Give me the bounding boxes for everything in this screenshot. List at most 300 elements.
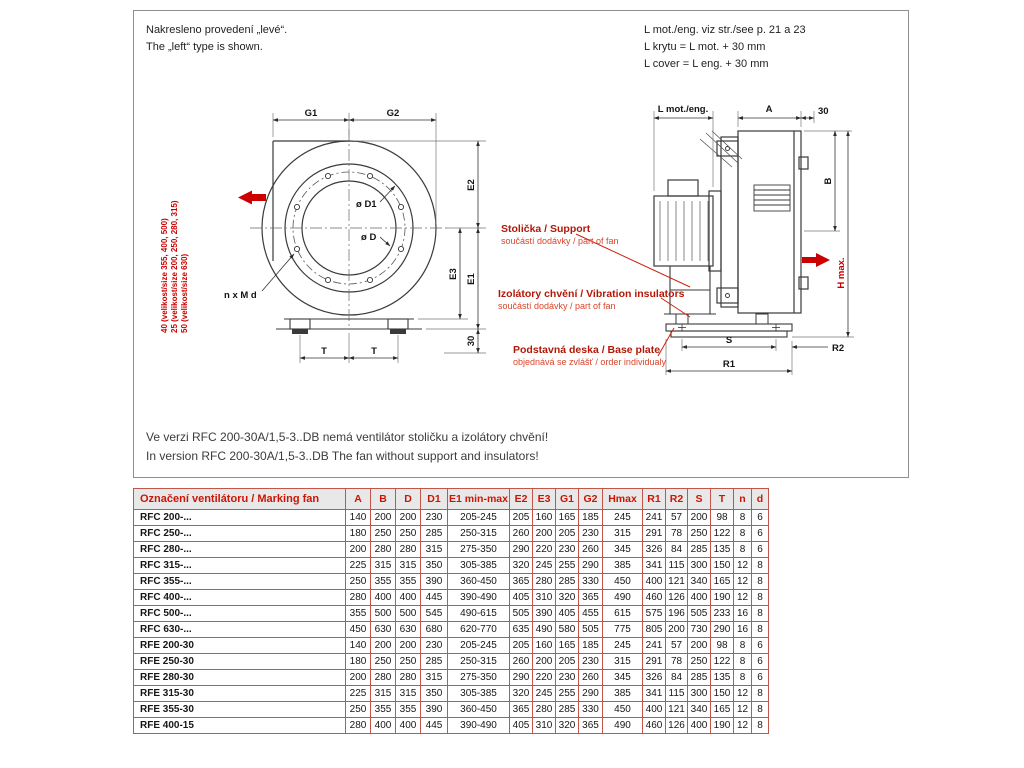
dimension-value-cell: 200 [533,654,556,670]
callout-insulators-title: Izolátory chvění / Vibration insulators [498,288,685,300]
dimension-value-cell: 6 [752,542,769,558]
callout-baseplate-sub: objednává se zvlášť / order individualy [513,357,666,367]
dimension-value-cell: 8 [734,654,752,670]
center-axis-lines [250,129,448,329]
callout-baseplate [513,344,666,367]
dimension-value-cell: 285 [556,702,579,718]
dimension-value-cell: 320 [556,590,579,606]
dimension-value-cell: 250-315 [448,526,510,542]
dimension-value-cell: 12 [734,702,752,718]
dimension-value-cell: 126 [666,718,688,734]
dimension-value-cell: 135 [711,542,734,558]
dimension-value-cell: 250 [396,654,421,670]
dimension-value-cell: 78 [666,526,688,542]
dimension-value-cell: 360-450 [448,702,510,718]
dim-label-30-right: 30 [818,106,829,117]
dimension-value-cell: 250 [346,574,371,590]
dimension-value-cell: 6 [752,638,769,654]
table-row [134,558,769,574]
dimension-value-cell: 315 [371,558,396,574]
table-row [134,638,769,654]
dimension-value-cell: 135 [711,670,734,686]
dimension-value-cell: 126 [666,590,688,606]
size-note-50: 50 (velikost/size 630) [180,253,189,333]
dimension-value-cell: 450 [346,622,371,638]
note-cover-length-en: L cover = L eng. + 30 mm [644,58,769,71]
dimension-value-cell: 150 [711,558,734,574]
column-header: T [711,489,734,510]
dimension-value-cell: 245 [533,686,556,702]
dimension-value-cell: 8 [752,606,769,622]
dimension-value-cell: 505 [510,606,533,622]
fan-model-cell: RFC 250-... [134,526,346,542]
dimension-value-cell: 250-315 [448,654,510,670]
fan-model-cell: RFC 355-... [134,574,346,590]
dimension-value-cell: 115 [666,686,688,702]
flange-bolt [726,294,730,298]
table-row [134,606,769,622]
dimension-value-cell: 8 [734,510,752,526]
dim-label-t1: T [321,346,327,357]
callout-insulators [498,288,685,311]
dimension-value-cell: 365 [510,702,533,718]
fan-model-cell: RFE 250-30 [134,654,346,670]
dimension-value-cell: 490 [603,718,643,734]
dimension-value-cell: 241 [643,638,666,654]
dimension-value-cell: 405 [510,718,533,734]
column-header: B [371,489,396,510]
column-header: D1 [421,489,448,510]
dimension-value-cell: 245 [603,638,643,654]
fan-dimension-table [133,488,769,734]
note-drawing-type-en: The „left“ type is shown. [146,41,263,54]
dimension-value-cell: 300 [688,686,711,702]
dimension-value-cell: 340 [688,702,711,718]
dimension-value-cell: 450 [603,574,643,590]
dimension-value-cell: 200 [688,510,711,526]
dimension-value-cell: 400 [371,590,396,606]
table-row [134,590,769,606]
fan-model-cell: RFC 500-... [134,606,346,622]
dimension-value-cell: 350 [421,558,448,574]
dimension-value-cell: 250 [396,526,421,542]
fan-model-cell: RFC 200-... [134,510,346,526]
column-header: R1 [643,489,666,510]
dimension-value-cell: 326 [643,670,666,686]
dimension-value-cell: 16 [734,606,752,622]
fan-model-cell: RFC 280-... [134,542,346,558]
fan-model-cell: RFE 200-30 [134,638,346,654]
dimension-value-cell: 255 [556,558,579,574]
dimension-value-cell: 620-770 [448,622,510,638]
version-note [146,428,548,466]
dimension-value-cell: 355 [396,574,421,590]
dimension-value-cell: 320 [510,686,533,702]
dimension-value-cell: 8 [734,526,752,542]
dimension-value-cell: 275-350 [448,542,510,558]
dimension-value-cell: 78 [666,654,688,670]
rotation-arrow-right-icon [802,253,830,267]
dimension-value-cell: 290 [711,622,734,638]
dimension-value-cell: 355 [346,606,371,622]
note-motor-length-ref: L mot./eng. viz str./see p. 21 a 23 [644,24,806,36]
dimension-value-cell: 545 [421,606,448,622]
dimension-value-cell: 230 [421,638,448,654]
fan-model-cell: RFC 630-... [134,622,346,638]
table-row [134,526,769,542]
dimension-value-cell: 57 [666,510,688,526]
dimension-value-cell: 122 [711,526,734,542]
column-header: d [752,489,769,510]
callout-baseplate-title: Podstavná deska / Base plate [513,344,661,356]
dimension-value-cell: 121 [666,574,688,590]
dimension-value-cell: 490-615 [448,606,510,622]
dimension-value-cell: 775 [603,622,643,638]
fan-model-cell: RFE 355-30 [134,702,346,718]
dimension-value-cell: 385 [603,686,643,702]
dimension-value-cell: 12 [734,558,752,574]
column-header: G1 [556,489,579,510]
dimension-value-cell: 205-245 [448,510,510,526]
dimension-value-cell: 341 [643,558,666,574]
dimension-value-cell: 230 [556,542,579,558]
dimension-value-cell: 8 [734,638,752,654]
size-note-40: 40 (velikost/size 355, 400, 500) [160,218,169,333]
dimension-value-cell: 730 [688,622,711,638]
dimension-value-cell: 355 [371,574,396,590]
dimension-value-cell: 6 [752,654,769,670]
cooling-grille [754,185,790,211]
dimension-value-cell: 345 [603,670,643,686]
dimension-value-cell: 275-350 [448,670,510,686]
dimension-value-cell: 505 [688,606,711,622]
foot-pad [390,329,406,334]
column-header: D [396,489,421,510]
fan-table-header-row [134,489,769,510]
dimension-value-cell: 505 [579,622,603,638]
dimension-value-cell: 280 [533,574,556,590]
fan-model-cell: RFE 280-30 [134,670,346,686]
dimension-value-cell: 205-245 [448,638,510,654]
dimension-value-cell: 455 [579,606,603,622]
table-row [134,510,769,526]
dimension-value-cell: 190 [711,590,734,606]
dimension-value-cell: 230 [579,654,603,670]
dimension-value-cell: 280 [371,670,396,686]
dimension-value-cell: 490 [603,590,643,606]
dimension-value-cell: 196 [666,606,688,622]
dimension-value-cell: 160 [533,510,556,526]
dimension-value-cell: 330 [579,702,603,718]
flange-size-notes [160,200,189,333]
dimension-value-cell: 98 [711,638,734,654]
dimension-value-cell: 185 [579,638,603,654]
dimension-value-cell: 122 [711,654,734,670]
dimension-value-cell: 365 [510,574,533,590]
dimension-value-cell: 341 [643,686,666,702]
dimension-value-cell: 680 [421,622,448,638]
dimension-value-cell: 205 [556,654,579,670]
base-plate-bolts [678,324,780,332]
dimension-value-cell: 200 [371,510,396,526]
table-row [134,542,769,558]
dimension-value-cell: 315 [396,686,421,702]
dimension-value-cell: 365 [579,718,603,734]
dimension-value-cell: 285 [556,574,579,590]
dimension-value-cell: 140 [346,638,371,654]
dimension-value-cell: 405 [556,606,579,622]
table-row [134,702,769,718]
dimension-value-cell: 250 [346,702,371,718]
dimension-value-cell: 291 [643,526,666,542]
dimension-value-cell: 315 [421,670,448,686]
dimension-value-cell: 400 [688,718,711,734]
dimension-value-cell: 165 [556,638,579,654]
dimension-value-cell: 315 [421,542,448,558]
dimension-value-cell: 615 [603,606,643,622]
dimension-value-cell: 8 [752,686,769,702]
dimension-value-cell: 326 [643,542,666,558]
column-header: E2 [510,489,533,510]
table-row [134,622,769,638]
dimension-value-cell: 315 [603,526,643,542]
dimension-value-cell: 180 [346,654,371,670]
dimension-value-cell: 575 [643,606,666,622]
dimension-value-cell: 445 [421,590,448,606]
dimension-value-cell: 285 [688,542,711,558]
dimension-value-cell: 121 [666,702,688,718]
dimension-value-cell: 250 [688,526,711,542]
dimension-value-cell: 8 [752,590,769,606]
dimension-value-cell: 405 [510,590,533,606]
bolt-circle [293,172,405,284]
dimension-value-cell: 8 [752,574,769,590]
left-fan-drawing [160,108,486,363]
column-header: Hmax [603,489,643,510]
dimension-value-cell: 200 [346,670,371,686]
dimension-value-cell: 291 [643,654,666,670]
dim-label-e2: E2 [466,179,477,191]
dim-label-b: B [823,177,834,185]
dimension-value-cell: 315 [371,686,396,702]
callout-support-sub: součástí dodávky / part of fan [501,236,619,246]
dimension-value-cell: 305-385 [448,558,510,574]
dimension-value-cell: 390-490 [448,718,510,734]
dimension-value-cell: 8 [752,558,769,574]
note-drawing-type-cz: Nakresleno provedení „levé“. [146,24,288,36]
dimension-value-cell: 385 [603,558,643,574]
dim-label-hmax: H max. [836,257,847,289]
dimension-value-cell: 400 [643,702,666,718]
column-header: S [688,489,711,510]
table-row [134,718,769,734]
dimension-value-cell: 635 [510,622,533,638]
table-row [134,670,769,686]
dim-label-30-left: 30 [466,335,477,347]
dimension-value-cell: 185 [579,510,603,526]
dimension-value-cell: 12 [734,574,752,590]
dim-label-r1: R1 [722,359,736,370]
dimension-value-cell: 233 [711,606,734,622]
version-note-en: In version RFC 200-30A/1,5-3..DB The fan without support and insulators! [146,449,539,464]
dimension-value-cell: 241 [643,510,666,526]
dimension-value-cell: 230 [421,510,448,526]
dimension-value-cell: 8 [734,670,752,686]
dimension-value-cell: 12 [734,590,752,606]
dimension-value-cell: 280 [346,590,371,606]
dimension-value-cell: 360-450 [448,574,510,590]
dimension-value-cell: 98 [711,510,734,526]
dimension-value-cell: 310 [533,590,556,606]
dimension-value-cell: 150 [711,686,734,702]
dimension-value-cell: 285 [421,654,448,670]
dimension-value-cell: 390 [533,606,556,622]
column-header-name: Označení ventilátoru / Marking fan [134,489,346,510]
column-header: E3 [533,489,556,510]
dimension-value-cell: 340 [688,574,711,590]
dim-label-e1: E1 [466,273,477,285]
version-note-cz: Ve verzi RFC 200-30A/1,5-3..DB nemá ventilátor stoličku a izolátory chvění! [146,430,549,444]
dim-label-d1: ø D1 [356,199,377,210]
vibration-insulators [676,314,768,324]
dim-label-g2: G2 [386,108,400,119]
dimension-value-cell: 57 [666,638,688,654]
dimension-value-cell: 200 [396,638,421,654]
dimension-value-cell: 320 [556,718,579,734]
dimension-value-cell: 400 [371,718,396,734]
dimension-value-cell: 805 [643,622,666,638]
column-header: n [734,489,752,510]
dimension-value-cell: 200 [533,526,556,542]
table-row [134,686,769,702]
dim-label-a: A [765,104,773,115]
dimension-value-cell: 260 [510,526,533,542]
dim-label-t2: T [371,346,377,357]
dimension-value-cell: 460 [643,590,666,606]
dimension-value-cell: 390 [421,702,448,718]
dimension-value-cell: 8 [752,718,769,734]
dimension-value-cell: 220 [533,542,556,558]
dimension-value-cell: 200 [346,542,371,558]
dim-label-r2: R2 [832,343,845,354]
dimension-value-cell: 245 [603,510,643,526]
dimension-value-cell: 290 [510,670,533,686]
dimension-value-cell: 450 [603,702,643,718]
callout-support-title: Stolička / Support [501,223,591,235]
fan-model-cell: RFC 315-... [134,558,346,574]
dimension-value-cell: 305-385 [448,686,510,702]
dimension-value-cell: 250 [688,654,711,670]
dim-label-g1: G1 [304,108,318,119]
note-cover-length-cz: L krytu = L mot. + 30 mm [644,41,766,54]
dimension-value-cell: 445 [421,718,448,734]
dimension-value-cell: 285 [688,670,711,686]
dimension-value-cell: 84 [666,670,688,686]
column-header: E1 min-max [448,489,510,510]
column-header: A [346,489,371,510]
dimension-value-cell: 205 [510,510,533,526]
dimension-value-cell: 12 [734,686,752,702]
dimension-value-cell: 290 [579,558,603,574]
dimension-value-cell: 355 [371,702,396,718]
dimension-value-cell: 180 [346,526,371,542]
dimension-value-cell: 8 [752,622,769,638]
dimension-value-cell: 290 [579,686,603,702]
callout-insulators-sub: součástí dodávky / part of fan [498,301,616,311]
fan-table-body [134,510,769,734]
dimension-value-cell: 84 [666,542,688,558]
dimension-value-cell: 8 [752,702,769,718]
fan-model-cell: RFC 400-... [134,590,346,606]
foot-pad [292,329,308,334]
dimension-value-cell: 6 [752,526,769,542]
drawing-panel [133,10,909,478]
dimension-value-cell: 230 [579,526,603,542]
dimension-value-cell: 400 [643,574,666,590]
dimension-value-cell: 165 [711,574,734,590]
dimension-value-cell: 165 [556,510,579,526]
dimension-value-cell: 200 [666,622,688,638]
dimension-value-cell: 200 [396,510,421,526]
dimension-value-cell: 500 [396,606,421,622]
dimension-value-cell: 460 [643,718,666,734]
dimension-value-cell: 280 [396,542,421,558]
dimension-value-cell: 6 [752,510,769,526]
dimension-value-cell: 390 [421,574,448,590]
rotation-arrow-left-icon [238,191,266,205]
dimension-value-cell: 280 [371,542,396,558]
dimension-value-cell: 165 [711,702,734,718]
dimension-value-cell: 140 [346,510,371,526]
dimension-value-cell: 315 [603,654,643,670]
callout-support [501,223,619,246]
dimension-value-cell: 160 [533,638,556,654]
size-note-25: 25 (velikost/size 200, 250, 280, 315) [170,200,179,333]
dimension-value-cell: 365 [579,590,603,606]
dimension-value-cell: 400 [396,718,421,734]
dimension-value-cell: 400 [688,590,711,606]
dimension-value-cell: 250 [371,526,396,542]
dimension-value-cell: 400 [396,590,421,606]
dimension-value-cell: 285 [421,526,448,542]
dimension-value-cell: 225 [346,558,371,574]
dimension-value-cell: 630 [396,622,421,638]
dimension-value-cell: 220 [533,670,556,686]
dimension-value-cell: 205 [510,638,533,654]
fan-model-cell: RFE 315-30 [134,686,346,702]
dimension-value-cell: 390-490 [448,590,510,606]
dimension-value-cell: 250 [371,654,396,670]
dimension-value-cell: 260 [579,542,603,558]
dimension-value-cell: 245 [533,558,556,574]
dimension-value-cell: 315 [396,558,421,574]
fan-model-cell: RFE 400-15 [134,718,346,734]
dimension-value-cell: 190 [711,718,734,734]
dimension-value-cell: 225 [346,686,371,702]
dimension-value-cell: 330 [579,574,603,590]
dimension-value-cell: 205 [556,526,579,542]
dimension-value-cell: 200 [371,638,396,654]
dimension-value-cell: 350 [421,686,448,702]
dimension-value-cell: 260 [510,654,533,670]
dimension-value-cell: 230 [556,670,579,686]
dimension-value-cell: 355 [396,702,421,718]
dimension-value-cell: 8 [734,542,752,558]
dimension-value-cell: 310 [533,718,556,734]
dimension-value-cell: 12 [734,718,752,734]
motor-fins [660,201,708,261]
dim-label-s: S [725,335,733,346]
